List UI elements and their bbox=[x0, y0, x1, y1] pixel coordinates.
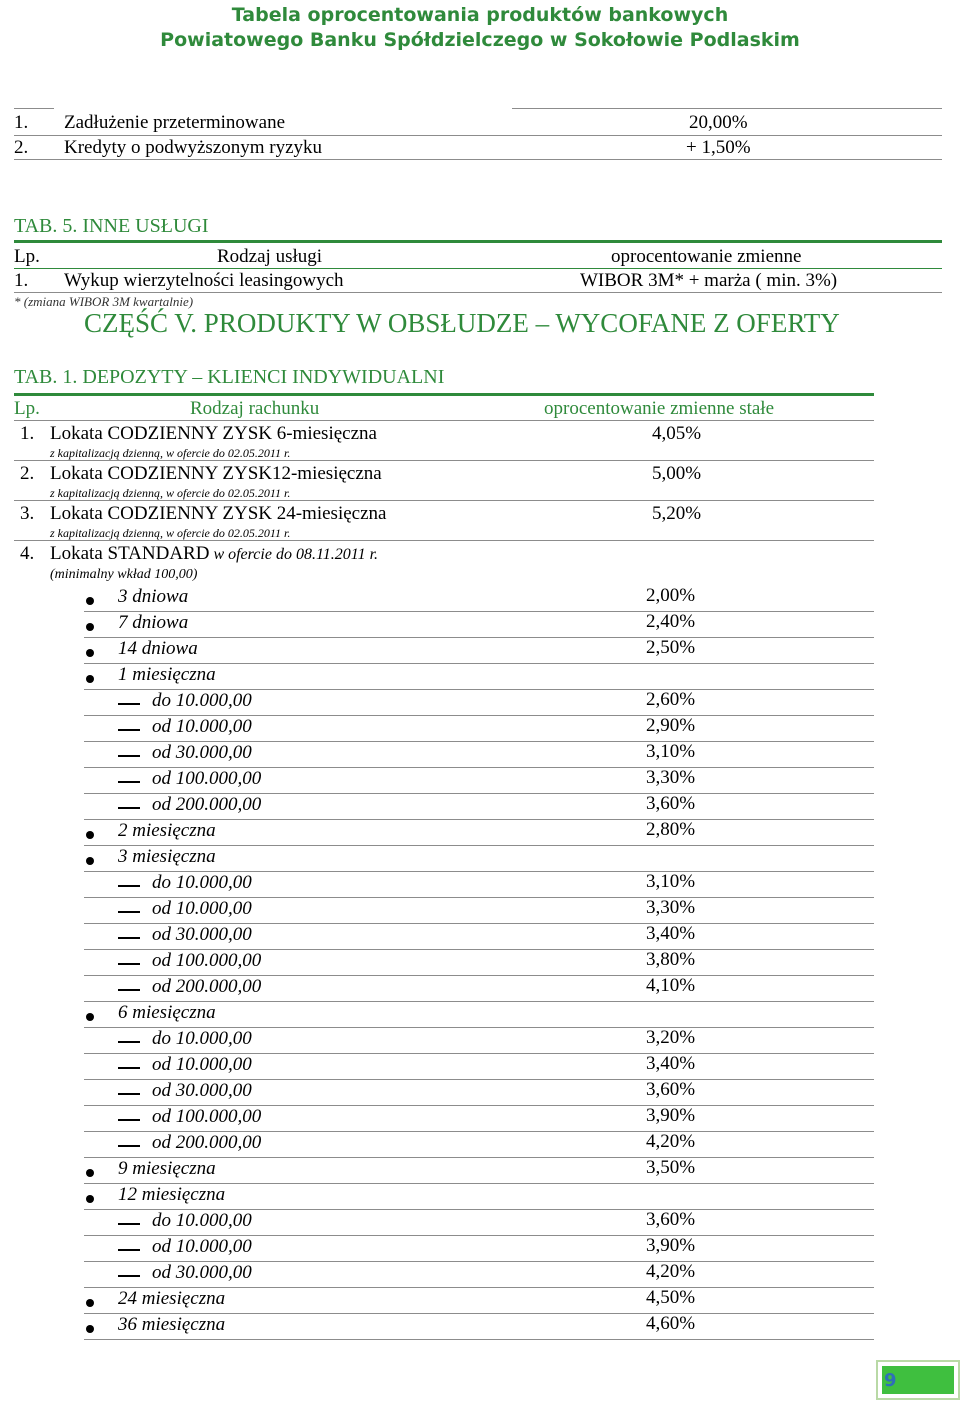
bullet-icon bbox=[86, 1325, 94, 1333]
bullet-icon bbox=[86, 649, 94, 657]
deposit-rate: 5,20% bbox=[652, 503, 702, 524]
row-number: 4. bbox=[20, 543, 35, 564]
standard-offer: w ofercie do 08.11.2011 r. bbox=[213, 546, 379, 563]
row-number: 3. bbox=[20, 503, 35, 524]
row-name: Zadłużenie przeterminowane bbox=[64, 112, 286, 133]
column-header-name: Rodzaj usługi bbox=[217, 246, 323, 267]
dash-icon bbox=[118, 911, 140, 913]
table-border bbox=[14, 420, 874, 421]
term-label: 12 miesięczna bbox=[118, 1184, 226, 1205]
term-rate: 3,60% bbox=[646, 1079, 696, 1100]
term-label: od 200.000,00 bbox=[152, 794, 262, 815]
term-label: od 200.000,00 bbox=[152, 1132, 262, 1153]
row-value: WIBOR 3M* + marża ( min. 3%) bbox=[580, 270, 838, 291]
standard-min-deposit: (minimalny wkład 100,00) bbox=[50, 567, 198, 582]
term-label: 2 miesięczna bbox=[118, 820, 216, 841]
deposit-name: Lokata CODZIENNY ZYSK12-miesięczna bbox=[50, 463, 382, 484]
deposit-note: z kapitalizacją dzienną, w ofercie do 02.05.2011 r. bbox=[50, 526, 291, 540]
dash-icon bbox=[118, 755, 140, 757]
dash-icon bbox=[118, 729, 140, 731]
term-rate: 3,30% bbox=[646, 897, 696, 918]
term-rate: 3,20% bbox=[646, 1027, 696, 1048]
footnote: * (zmiana WIBOR 3M kwartalnie) bbox=[14, 294, 194, 309]
term-rate: 3,80% bbox=[646, 949, 696, 970]
term-label: 14 dniowa bbox=[118, 638, 198, 659]
dash-icon bbox=[118, 1249, 140, 1251]
term-label: 9 miesięczna bbox=[118, 1158, 216, 1179]
dash-icon bbox=[118, 703, 140, 705]
dash-icon bbox=[118, 807, 140, 809]
dash-icon bbox=[118, 781, 140, 783]
term-label: od 10.000,00 bbox=[152, 898, 252, 919]
dash-icon bbox=[118, 937, 140, 939]
row-number: 1. bbox=[14, 112, 29, 133]
term-rate: 4,10% bbox=[646, 975, 696, 996]
bullet-icon bbox=[86, 597, 94, 605]
bullet-icon bbox=[86, 1013, 94, 1021]
table-border bbox=[84, 611, 874, 612]
column-header-rate: oprocentowanie zmienne bbox=[611, 246, 802, 267]
term-label: 3 dniowa bbox=[118, 586, 189, 607]
dash-icon bbox=[118, 885, 140, 887]
term-rate: 2,90% bbox=[646, 715, 696, 736]
row-number: 1. bbox=[20, 423, 35, 444]
dash-icon bbox=[118, 1275, 140, 1277]
row-number: 2. bbox=[20, 463, 35, 484]
dash-icon bbox=[118, 1067, 140, 1069]
row-name: Wykup wierzytelności leasingowych bbox=[64, 270, 344, 291]
term-rate: 4,50% bbox=[646, 1287, 696, 1308]
term-label: od 10.000,00 bbox=[152, 1054, 252, 1075]
term-label: od 30.000,00 bbox=[152, 742, 252, 763]
standard-deposit bbox=[50, 543, 378, 565]
term-label: 7 dniowa bbox=[118, 612, 189, 633]
bullet-icon bbox=[86, 675, 94, 683]
section-rule bbox=[14, 393, 874, 396]
term-label: 36 miesięczna bbox=[118, 1314, 226, 1335]
term-label: od 100.000,00 bbox=[152, 1106, 262, 1127]
deposit-rate: 5,00% bbox=[652, 463, 702, 484]
term-rate: 2,80% bbox=[646, 819, 696, 840]
table-border bbox=[14, 108, 54, 109]
row-value: + 1,50% bbox=[686, 137, 751, 158]
term-label: 1 miesięczna bbox=[118, 664, 216, 685]
term-rate: 3,60% bbox=[646, 1209, 696, 1230]
dash-icon bbox=[118, 1223, 140, 1225]
dash-icon bbox=[118, 1145, 140, 1147]
table-border bbox=[14, 159, 942, 160]
deposit-note: z kapitalizacją dzienną, w ofercie do 02.05.2011 r. bbox=[50, 446, 291, 460]
term-rate: 4,20% bbox=[646, 1261, 696, 1282]
term-label: 6 miesięczna bbox=[118, 1002, 216, 1023]
table-border bbox=[14, 540, 874, 541]
deposit-name: Lokata CODZIENNY ZYSK 6-miesięczna bbox=[50, 423, 377, 444]
term-rate: 4,20% bbox=[646, 1131, 696, 1152]
section-title-tab1: TAB. 1. DEPOZYTY – KLIENCI INDYWIDUALNI bbox=[14, 366, 445, 388]
part-title: CZĘŚĆ V. PRODUKTY W OBSŁUDZE – WYCOFANE Z OFERTY bbox=[84, 308, 840, 338]
term-rate: 2,50% bbox=[646, 637, 696, 658]
term-label: od 30.000,00 bbox=[152, 1080, 252, 1101]
term-label: 24 miesięczna bbox=[118, 1288, 226, 1309]
column-header-rate: oprocentowanie zmienne stałe bbox=[544, 398, 775, 419]
document-title-line1: Tabela oprocentowania produktów bankowych bbox=[231, 4, 729, 26]
section-title-tab5: TAB. 5. INNE USŁUGI bbox=[14, 215, 209, 237]
row-number: 2. bbox=[14, 137, 29, 158]
column-header-lp: Lp. bbox=[14, 398, 40, 419]
dash-icon bbox=[118, 1041, 140, 1043]
column-header-name: Rodzaj rachunku bbox=[190, 398, 320, 419]
term-rate: 3,90% bbox=[646, 1235, 696, 1256]
table-border bbox=[14, 268, 942, 269]
term-label: od 30.000,00 bbox=[152, 924, 252, 945]
table-border bbox=[14, 500, 874, 501]
term-rate: 3,10% bbox=[646, 741, 696, 762]
document-title-line2: Powiatowego Banku Spółdzielczego w Sokołowie Podlaskim bbox=[160, 29, 800, 51]
term-rate: 3,10% bbox=[646, 871, 696, 892]
bullet-icon bbox=[86, 1169, 94, 1177]
term-rate: 3,90% bbox=[646, 1105, 696, 1126]
table-border bbox=[14, 460, 874, 461]
table-border bbox=[14, 292, 942, 293]
bullet-icon bbox=[86, 857, 94, 865]
term-rate: 4,60% bbox=[646, 1313, 696, 1334]
term-rate: 3,50% bbox=[646, 1157, 696, 1178]
term-label: od 200.000,00 bbox=[152, 976, 262, 997]
term-rate: 2,00% bbox=[646, 585, 696, 606]
term-label: 3 miesięczna bbox=[118, 846, 216, 867]
column-header-lp: Lp. bbox=[14, 246, 40, 267]
deposit-note: z kapitalizacją dzienną, w ofercie do 02.05.2011 r. bbox=[50, 486, 291, 500]
term-rate: 2,60% bbox=[646, 689, 696, 710]
row-name: Kredyty o podwyższonym ryzyku bbox=[64, 137, 323, 158]
deposit-rate: 4,05% bbox=[652, 423, 702, 444]
term-label: od 10.000,00 bbox=[152, 1236, 252, 1257]
section-rule bbox=[14, 240, 942, 243]
term-rate: 3,40% bbox=[646, 923, 696, 944]
table-border bbox=[512, 108, 942, 109]
term-rate: 3,30% bbox=[646, 767, 696, 788]
bullet-icon bbox=[86, 831, 94, 839]
bullet-icon bbox=[86, 623, 94, 631]
table-border bbox=[84, 637, 874, 638]
term-rate: 2,40% bbox=[646, 611, 696, 632]
term-label: do 10.000,00 bbox=[152, 690, 252, 711]
term-label: od 30.000,00 bbox=[152, 1262, 252, 1283]
standard-name: Lokata STANDARD bbox=[50, 543, 210, 564]
term-label: od 100.000,00 bbox=[152, 950, 262, 971]
dash-icon bbox=[118, 1119, 140, 1121]
page-number-badge bbox=[876, 1360, 960, 1400]
term-label: do 10.000,00 bbox=[152, 1210, 252, 1231]
term-label: do 10.000,00 bbox=[152, 872, 252, 893]
dash-icon bbox=[118, 989, 140, 991]
bullet-icon bbox=[86, 1195, 94, 1203]
bullet-icon bbox=[86, 1299, 94, 1307]
dash-icon bbox=[118, 1093, 140, 1095]
row-value: 20,00% bbox=[689, 112, 748, 133]
page-number: 9 bbox=[884, 1370, 897, 1391]
term-rate: 3,40% bbox=[646, 1053, 696, 1074]
table-border bbox=[84, 1339, 874, 1340]
deposit-name: Lokata CODZIENNY ZYSK 24-miesięczna bbox=[50, 503, 387, 524]
term-rate: 3,60% bbox=[646, 793, 696, 814]
row-number: 1. bbox=[14, 270, 29, 291]
dash-icon bbox=[118, 963, 140, 965]
table-border bbox=[14, 135, 942, 136]
term-label: od 100.000,00 bbox=[152, 768, 262, 789]
term-label: od 10.000,00 bbox=[152, 716, 252, 737]
term-label: do 10.000,00 bbox=[152, 1028, 252, 1049]
